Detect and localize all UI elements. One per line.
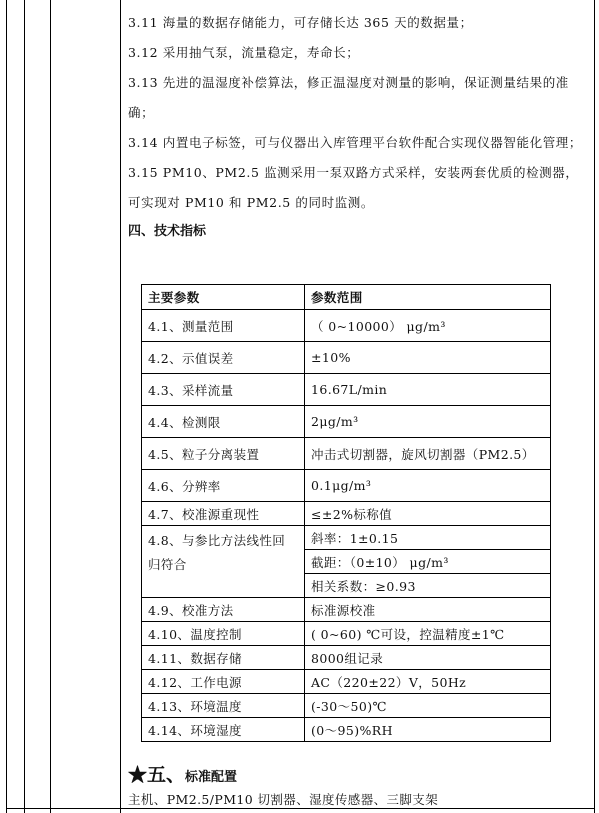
table-row xyxy=(142,342,551,374)
standard-config-text: 主机、PM2.5/PM10 切割器、湿度传感器、三脚支架 xyxy=(128,792,439,807)
value-cell: (0～95)%RH xyxy=(305,718,551,742)
table-border-left xyxy=(6,0,7,813)
value-cell: 2μg/m³ xyxy=(305,406,551,438)
param-cell: 4.11、数据存储 xyxy=(142,646,305,670)
value-cell: ( 0~60) ℃可设，控温精度±1℃ xyxy=(305,622,551,646)
table-row xyxy=(142,526,551,550)
value-cell: 截距：（0±10） μg/m³ xyxy=(305,550,551,574)
value-cell: 冲击式切割器，旋风切割器（PM2.5） xyxy=(305,438,551,470)
value-cell: (-30～50)℃ xyxy=(305,694,551,718)
param-cell: 4.14、环境湿度 xyxy=(142,718,305,742)
param-cell: 4.9、校准方法 xyxy=(142,598,305,622)
header-param: 主要参数 xyxy=(142,285,305,310)
value-cell: 16.67L/min xyxy=(305,374,551,406)
param-cell: 4.12、工作电源 xyxy=(142,670,305,694)
header-range: 参数范围 xyxy=(305,285,551,310)
paragraph-3-15: 3.15 PM10、PM2.5 监测采用一泵双路方式采样，安装两套优质的检测器，可实现对 PM10 和 PM2.5 的同时监测。 xyxy=(128,165,579,210)
spec-content xyxy=(128,8,588,244)
param-cell: 4.13、环境温度 xyxy=(142,694,305,718)
paragraph-3-12: 3.12 采用抽气泵，流量稳定，寿命长； xyxy=(128,45,360,60)
paragraph-3-13: 3.13 先进的温湿度补偿算法，修正温湿度对测量的影响，保证测量结果的准确； xyxy=(128,75,569,120)
param-cell: 4.7、校准源重现性 xyxy=(142,502,305,526)
param-cell: 4.6、分辨率 xyxy=(142,470,305,502)
table-border-col2 xyxy=(50,0,51,813)
param-cell: 4.10、温度控制 xyxy=(142,622,305,646)
table-row xyxy=(142,374,551,406)
value-cell: AC（220±22）V，50Hz xyxy=(305,670,551,694)
table-row xyxy=(142,718,551,742)
star-icon: ★ xyxy=(128,764,148,786)
table-border-col1 xyxy=(24,0,25,813)
value-cell: 相关系数：≥0.93 xyxy=(305,574,551,598)
value-cell: 标准源校准 xyxy=(305,598,551,622)
table-row xyxy=(142,646,551,670)
paragraph-3-11: 3.11 海量的数据存储能力，可存储长达 365 天的数据量； xyxy=(128,15,473,30)
table-row xyxy=(142,622,551,646)
table-row xyxy=(142,598,551,622)
paragraph-3-14: 3.14 内置电子标签，可与仪器出入库管理平台软件配合实现仪器智能化管理； xyxy=(128,135,583,150)
value-cell: 0.1μg/m³ xyxy=(305,470,551,502)
table-row xyxy=(142,438,551,470)
value-cell: ≤±2%标称值 xyxy=(305,502,551,526)
table-row xyxy=(142,694,551,718)
tech-spec-table xyxy=(141,284,551,742)
param-cell: 4.2、示值误差 xyxy=(142,342,305,374)
param-cell: 4.5、粒子分离装置 xyxy=(142,438,305,470)
table-header-row xyxy=(142,285,551,310)
value-cell: 斜率：1±0.15 xyxy=(305,526,551,550)
param-cell: 4.3、采样流量 xyxy=(142,374,305,406)
table-border-right xyxy=(594,0,595,813)
table-row xyxy=(142,470,551,502)
value-cell: 8000组记录 xyxy=(305,646,551,670)
param-cell: 4.1、测量范围 xyxy=(142,310,305,342)
section-5-number: 五、 xyxy=(147,764,186,786)
table-border-bottom xyxy=(6,808,595,809)
section-5-title xyxy=(128,760,237,787)
table-row xyxy=(142,310,551,342)
table-border-col3 xyxy=(120,0,121,813)
table-row xyxy=(142,670,551,694)
table-row xyxy=(142,406,551,438)
param-cell: 4.8、与参比方法线性回归符合 xyxy=(142,526,305,598)
table-row xyxy=(142,502,551,526)
value-cell: ±10% xyxy=(305,342,551,374)
param-cell: 4.4、检测限 xyxy=(142,406,305,438)
value-cell: （ 0~10000） μg/m³ xyxy=(305,310,551,342)
section-5-label: 标准配置 xyxy=(185,770,238,785)
section-4-title: 四、技术指标 xyxy=(128,224,207,239)
